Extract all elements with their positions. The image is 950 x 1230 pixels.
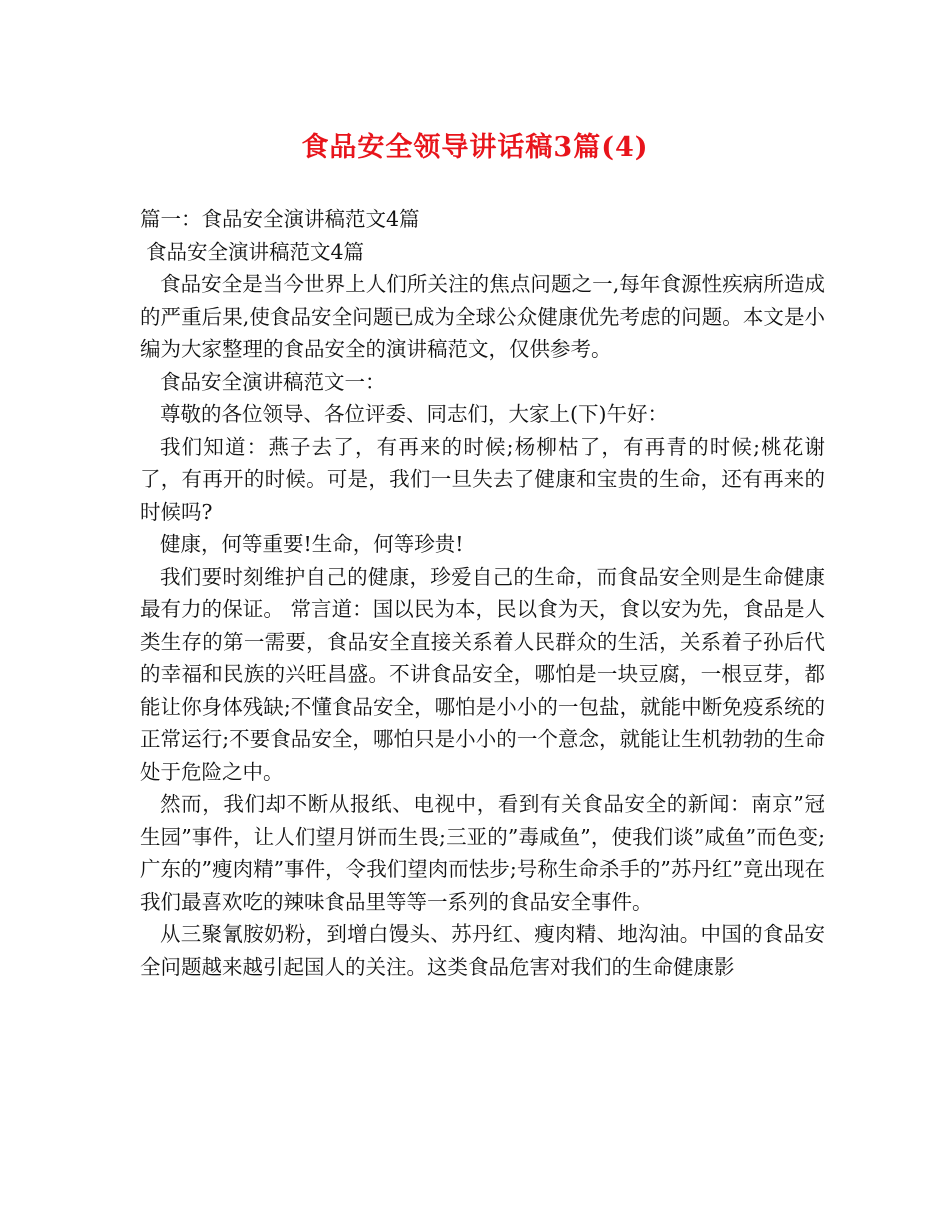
document-body [140, 203, 825, 983]
paragraph: 食品安全是当今世界上人们所关注的焦点问题之一,每年食源性疾病所造成的严重后果,使食品安全问题已成为全球公众健康优先考虑的问题。本文是小编为大家整理的食品安全的演讲稿范文，仅供参考。 [140, 272, 825, 361]
paragraph: 健康，何等重要!生命，何等珍贵! [160, 532, 464, 556]
document-title: 食品安全领导讲话稿3篇(4) [301, 132, 649, 163]
sub-heading: 食品安全演讲稿范文4篇 [146, 239, 365, 264]
paragraph: 食品安全演讲稿范文一： [160, 369, 386, 394]
section-heading: 篇一：食品安全演讲稿范文4篇 [140, 207, 420, 231]
paragraph: 我们知道：燕子去了，有再来的时候;杨柳枯了，有再青的时候;桃花谢了，有再开的时候。可是，我们一旦失去了健康和宝贵的生命，还有再来的时候吗? [140, 434, 825, 524]
paragraph: 我们要时刻维护自己的健康，珍爱自己的生命，而食品安全则是生命健康最有力的保证。 常言道：国以民为本，民以食为天，食以安为先，食品是人类生存的第一需要，食品安全直接关系着人民群众的生活，关系着子孙后代的幸福和民族的兴旺昌盛。不讲食品安全，哪怕是一块豆腐，一根豆芽，都能让你身体残缺;不懂食品安全，哪怕是小小的一包盐，就能中断免疫系统的正常运行;不要食品安全，哪怕只是小小的一个意念，就能让生机勃勃的生命处于危险之中。 [140, 564, 825, 784]
paragraph: 尊敬的各位领导、各位评委、同志们，大家上(下)午好： [160, 402, 668, 426]
paragraph: 然而，我们却不断从报纸、电视中，看到有关食品安全的新闻：南京”冠生园”事件，让人们望月饼而生畏;三亚的”毒咸鱼”，使我们谈”咸鱼”而色变;广东的”瘦肉精”事件，令我们望肉而怯步;号称生命杀手的”苏丹红”竟出现在我们最喜欢吃的辣味食品里等等一系列的食品安全事件。 [140, 792, 825, 914]
paragraph: 从三聚氰胺奶粉，到增白馒头、苏丹红、瘦肉精、地沟油。中国的食品安全问题越来越引起国人的关注。这类食品危害对我们的生命健康影 [140, 922, 825, 979]
